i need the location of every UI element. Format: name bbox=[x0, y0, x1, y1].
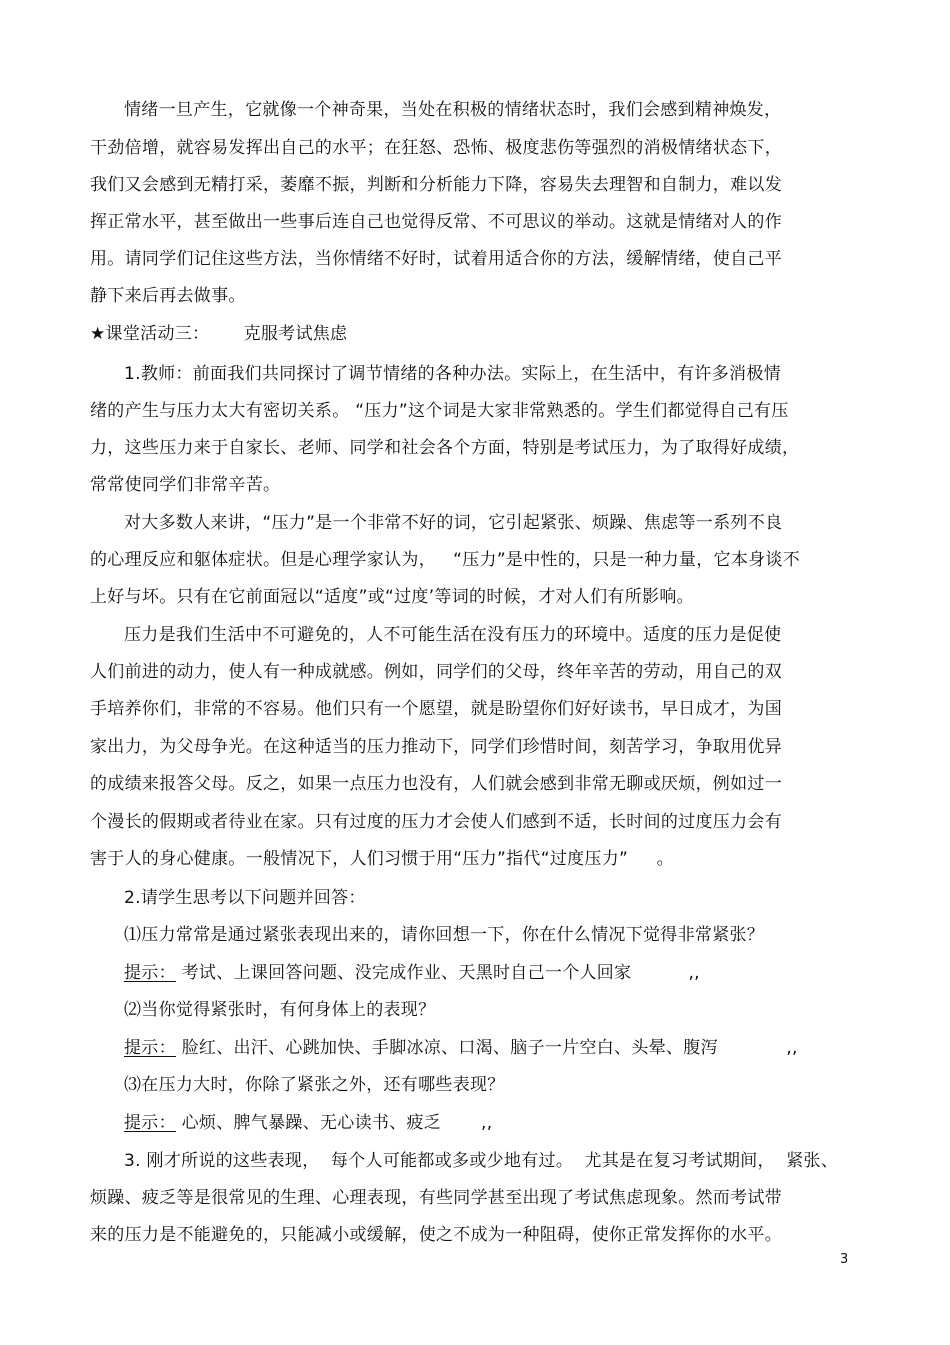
paragraph-line: 我们又会感到无精打采，萎靡不振，判断和分析能力下降，容易失去理智和自制力，难以发 bbox=[90, 175, 782, 195]
hint-text: 脸红、出汗、心跳加快、手脚冰凉、口渴、脑子一片空白、头晕、腹泻 ,, bbox=[175, 1038, 798, 1058]
paragraph-line: 害于人的身心健康。一般情况下，人们习惯于用“压力”指代“过度压力” 。 bbox=[90, 849, 674, 869]
paragraph-line: 1.教师：前面我们共同探讨了调节情绪的各种办法。实际上，在生活中，有许多消极情 bbox=[124, 364, 781, 384]
paragraph-line: 情绪一旦产生，它就像一个神奇果，当处在积极的情绪状态时，我们会感到精神焕发， bbox=[124, 100, 782, 120]
paragraph-line: 用。请同学们记住这些方法，当你情绪不好时，试着用适合你的方法，缓解情绪，使自己平 bbox=[90, 249, 782, 269]
paragraph-line: 3. 刚才所说的这些表现， 每个人可能都或多或少地有过。 尤其是在复习考试期间， 紧张、 bbox=[124, 1151, 839, 1171]
question-2: ⑵当你觉得紧张时，有何身体上的表现？ bbox=[124, 1000, 436, 1020]
hint-text: 心烦、脾气暴躁、无心读书、疲乏 ,, bbox=[175, 1113, 493, 1133]
paragraph-line: 烦躁、疲乏等是很常见的生理、心理表现，有些同学甚至出现了考试焦虑现象。然而考试带 bbox=[90, 1188, 782, 1208]
hint-label: 提示： bbox=[124, 1038, 176, 1058]
paragraph-line: 个漫长的假期或者待业在家。只有过度的压力才会使人们感到不适，长时间的过度压力会有 bbox=[90, 812, 782, 832]
paragraph-line: 对大多数人来讲，“压力”是一个非常不好的词，它引起紧张、烦躁、焦虑等一系列不良 bbox=[124, 513, 783, 533]
paragraph-line: 干劲倍增，就容易发挥出自己的水平；在狂怒、恐怖、极度悲伤等强烈的消极情绪状态下， bbox=[90, 138, 782, 158]
paragraph-line: 常常使同学们非常辛苦。 bbox=[90, 475, 281, 495]
paragraph-line: 人们前进的动力，使人有一种成就感。例如，同学们的父母，终年辛苦的劳动，用自己的双 bbox=[90, 662, 782, 682]
paragraph-line: 手培养你们，非常的不容易。他们只有一个愿望，就是盼望你们好好读书，早日成才，为国 bbox=[90, 699, 782, 719]
paragraph-line: 挥正常水平，甚至做出一些事后连自己也觉得反常、不可思议的举动。这就是情绪对人的作 bbox=[90, 212, 782, 232]
paragraph-line: 力，这些压力来于自家长、老师、同学和社会各个方面，特别是考试压力，为了取得好成绩， bbox=[90, 438, 800, 458]
question-1: ⑴压力常常是通过紧张表现出来的，请你回想一下，你在什么情况下觉得非常紧张？ bbox=[124, 925, 765, 945]
page-number: 3 bbox=[840, 1252, 849, 1267]
section-heading: ★课堂活动三： 克服考试焦虑 bbox=[90, 324, 348, 344]
paragraph-line: 绪的产生与压力太大有密切关系。 “压力”这个词是大家非常熟悉的。学生们都觉得自己有压 bbox=[90, 401, 789, 421]
paragraph-line: 的心理反应和躯体症状。但是心理学家认为， “压力”是中性的，只是一种力量，它本身谈不 bbox=[90, 550, 801, 570]
hint-label: 提示： bbox=[124, 1113, 176, 1133]
paragraph-line: 家出力，为父母争光。在这种适当的压力推动下，同学们珍惜时间，刻苦学习，争取用优异 bbox=[90, 737, 782, 757]
paragraph-line: 上好与坏。只有在它前面冠以“适度”或“过度’等词的时候，才对人们有所影响。 bbox=[90, 587, 694, 607]
paragraph-line: 来的压力是不能避免的，只能减小或缓解，使之不成为一种阻碍，使你正常发挥你的水平。 bbox=[90, 1225, 782, 1245]
hint-label: 提示： bbox=[124, 963, 176, 983]
paragraph-line: 的成绩来报答父母。反之，如果一点压力也没有，人们就会感到非常无聊或厌烦，例如过一 bbox=[90, 774, 782, 794]
hint-text: 考试、上课回答问题、没完成作业、天黑时自己一个人回家 ,, bbox=[175, 963, 700, 983]
hint-2 bbox=[124, 1037, 798, 1059]
question-intro: 2.请学生思考以下问题并回答： bbox=[124, 888, 366, 908]
hint-1 bbox=[124, 962, 700, 984]
paragraph-line: 压力是我们生活中不可避免的，人不可能生活在没有压力的环境中。适度的压力是促使 bbox=[124, 625, 782, 645]
hint-3 bbox=[124, 1112, 492, 1134]
paragraph-line: 静下来后再去做事。 bbox=[90, 286, 246, 306]
question-3: ⑶在压力大时，你除了紧张之外，还有哪些表现？ bbox=[124, 1075, 505, 1095]
